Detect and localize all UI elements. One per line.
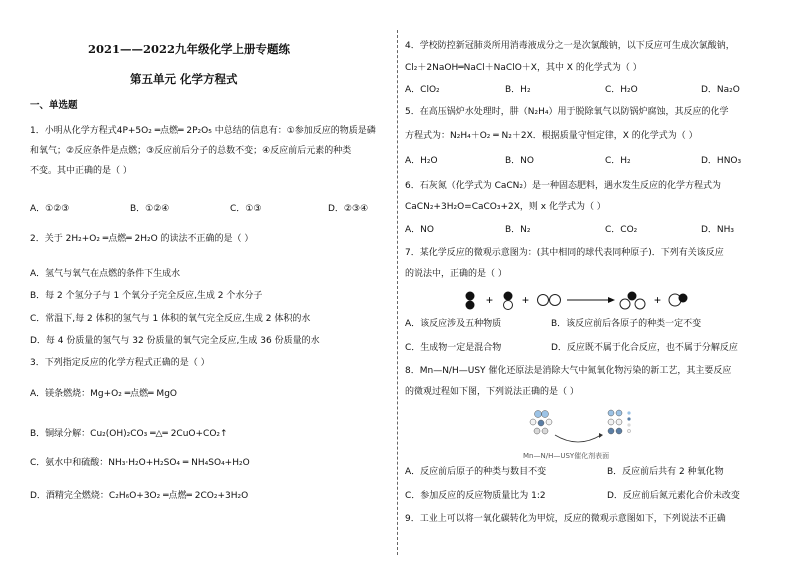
unit-title: 第五单元 化学方程式 xyxy=(130,72,238,86)
q1-line2: 和氧气；②反应条件是点燃；③反应前后分子的总数不变；④反应前后元素的种类 xyxy=(30,146,352,156)
q8-option-d[interactable]: D．反应前后氮元素化合价未改变 xyxy=(607,491,740,501)
q5-option-c[interactable]: C．H₂ xyxy=(605,156,631,166)
q7-option-a[interactable]: A．该反应涉及五种物质 xyxy=(405,319,502,329)
reactant-molecule-white xyxy=(538,295,561,306)
q6-option-c[interactable]: C．CO₂ xyxy=(605,225,638,235)
q2-option-b[interactable]: B．每 2 个氢分子与 1 个氧分子完全反应,生成 2 个水分子 xyxy=(30,291,263,301)
product-cluster xyxy=(608,410,622,434)
q6-option-b[interactable]: B．N₂ xyxy=(505,225,531,235)
q5-option-b[interactable]: B．NO xyxy=(505,156,534,166)
q6-option-d[interactable]: D．NH₃ xyxy=(701,225,735,235)
q6-line2: CaCN₂+3H₂O=CaCO₃+2X，则 x 化学式为（ ） xyxy=(405,202,606,212)
product-molecule-1 xyxy=(620,292,645,310)
q4-line2: Cl₂＋2NaOH═NaCl＋NaClO＋X，其中 X 的化学式为（ ） xyxy=(405,63,642,73)
q3-option-a[interactable]: A．镁条燃烧：Mg+O₂ ═点燃═ MgO xyxy=(30,389,177,399)
q5-option-a[interactable]: A．H₂O xyxy=(405,156,438,166)
q8-figure-caption: Mn—N/H—USY催化剂表面 xyxy=(523,452,610,460)
q8-option-c[interactable]: C．参加反应的反应物质量比为 1:2 xyxy=(405,491,546,501)
q8-option-a[interactable]: A．反应前后原子的种类与数目不变 xyxy=(405,467,547,477)
q2-option-d[interactable]: D．每 4 份质量的氢气与 32 份质量的氧气完全反应,生成 36 份质量的水 xyxy=(30,336,320,346)
q2-option-c[interactable]: C．常温下,每 2 体积的氢气与 1 体积的氧气完全反应,生成 2 体积的水 xyxy=(30,314,311,324)
section-heading: 一、单选题 xyxy=(30,100,78,111)
q3-option-c[interactable]: C．氨水中和硫酸：NH₃·H₂O+H₂SO₄ ═ NH₄SO₄+H₂O xyxy=(30,458,250,468)
page-title: 2021——2022九年级化学上册专题练 xyxy=(88,42,291,56)
q3-option-b[interactable]: B．铜绿分解：Cu₂(OH)₂CO₃ ═△═ 2CuO+CO₂↑ xyxy=(30,429,228,439)
q8-option-b[interactable]: B．反应前后共有 2 种氧化物 xyxy=(607,467,724,477)
q2-option-a[interactable]: A．氢气与氧气在点燃的条件下生成水 xyxy=(30,269,181,279)
reactant-molecule-dark xyxy=(466,292,475,310)
q9-line1: 9．工业上可以将一氧化碳转化为甲烷，反应的微观示意图如下，下列说法不正确 xyxy=(405,514,726,524)
q7-option-c[interactable]: C．生成物一定是混合物 xyxy=(405,343,502,353)
q1-option-d[interactable]: D．②③④ xyxy=(328,204,369,214)
q1-option-a[interactable]: A．①②③ xyxy=(30,204,70,214)
q2-stem: 2．关于 2H₂+O₂ ═点燃═ 2H₂O 的读法不正确的是（ ） xyxy=(30,234,254,244)
q5-line2: 方程式为：N₂H₄＋O₂ ═ N₂＋2X．根据质量守恒定律，X 的化学式为（ ） xyxy=(405,131,698,141)
q1-option-b[interactable]: B．①②④ xyxy=(130,204,170,214)
reactant-cluster xyxy=(530,411,552,435)
plus-sign: + xyxy=(654,293,662,307)
legend-markers xyxy=(627,411,630,432)
plus-sign: + xyxy=(486,293,494,307)
q4-option-c[interactable]: C．H₂O xyxy=(605,85,638,95)
q7-option-d[interactable]: D．反应既不属于化合反应，也不属于分解反应 xyxy=(551,343,738,353)
q7-line1: 7．某化学反应的微观示意图为：(其中相同的球代表同种原子)．下列有关该反应 xyxy=(405,248,724,258)
q6-line1: 6．石灰氮（化学式为 CaCN₂）是一种固态肥料，遇水发生反应的化学方程式为 xyxy=(405,181,722,191)
catalyst-arc xyxy=(555,435,601,442)
q4-option-b[interactable]: B．H₂ xyxy=(505,85,531,95)
plus-sign: + xyxy=(522,293,530,307)
product-molecule-2 xyxy=(669,294,688,307)
q4-option-d[interactable]: D．Na₂O xyxy=(701,85,740,95)
reactant-molecule-mixed xyxy=(504,292,513,310)
q8-catalyst-figure xyxy=(523,405,643,455)
arrow-head-icon xyxy=(599,433,603,438)
arrow-head-icon xyxy=(608,297,615,303)
column-divider xyxy=(397,30,398,555)
q1-line1: 1．小明从化学方程式4P+5O₂ ═点燃═ 2P₂O₅ 中总结的信息有：①参加反应的物质是磷 xyxy=(30,126,376,136)
q7-reaction-diagram xyxy=(460,287,700,313)
q4-line1: 4．学校防控新冠肺炎所用消毒液成分之一是次氯酸钠，以下反应可生成次氯酸钠， xyxy=(405,41,735,51)
q7-line2: 的说法中，正确的是（ ） xyxy=(405,269,507,279)
q1-line3: 不变。其中正确的是（ ） xyxy=(30,166,132,176)
q8-line2: 的微观过程如下图，下列说法正确的是（ ） xyxy=(405,387,579,397)
q1-option-c[interactable]: C．①③ xyxy=(230,204,262,214)
q4-option-a[interactable]: A．ClO₂ xyxy=(405,85,440,95)
q5-line1: 5．在高压锅炉水处理时，肼（N₂H₄）用于脱除氧气以防锅炉腐蚀，其反应的化学 xyxy=(405,107,729,117)
q3-option-d[interactable]: D．酒精完全燃烧：C₂H₆O+3O₂ ═点燃═ 2CO₂+3H₂O xyxy=(30,491,249,501)
q6-option-a[interactable]: A．NO xyxy=(405,225,434,235)
q8-line1: 8．Mn—N/H—USY 催化还原法是消除大气中氮氧化物污染的新工艺，其主要反应 xyxy=(405,366,732,376)
q5-option-d[interactable]: D．HNO₃ xyxy=(701,156,742,166)
q7-option-b[interactable]: B．该反应前后各原子的种类一定不变 xyxy=(551,319,702,329)
q3-stem: 3．下列指定反应的化学方程式正确的是（ ） xyxy=(30,358,210,368)
